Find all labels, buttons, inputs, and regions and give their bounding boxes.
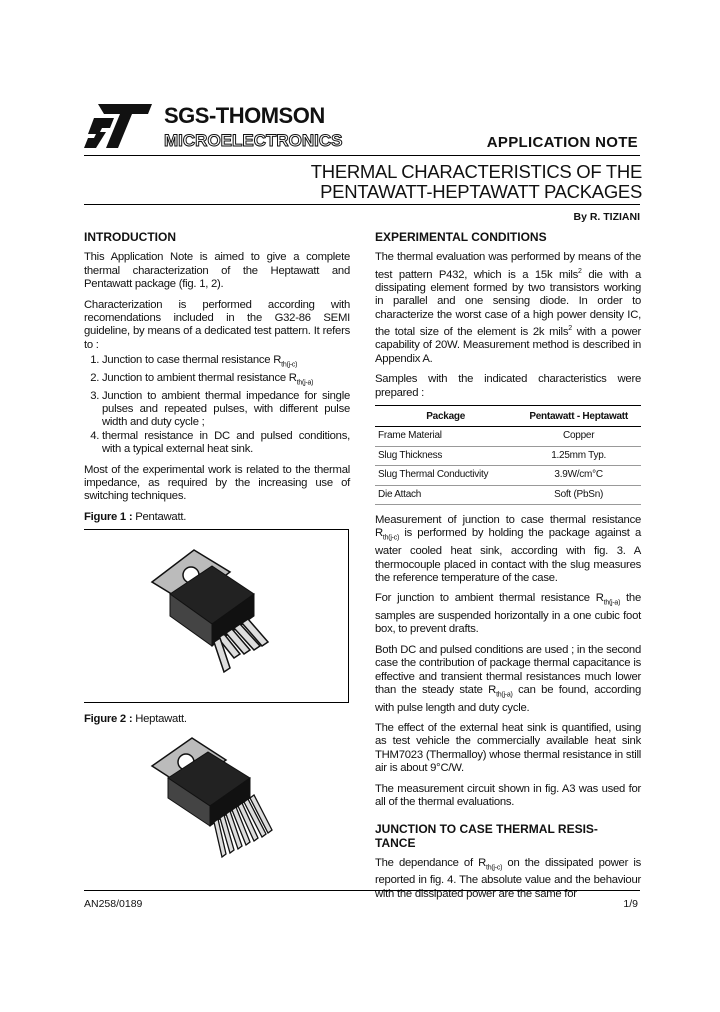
title-line-2: PENTAWATT-HEPTAWATT PACKAGES bbox=[320, 181, 642, 202]
table-cell: Die Attach bbox=[375, 485, 516, 504]
table-header: Pentawatt - Heptawatt bbox=[516, 406, 641, 427]
table-cell: 1.25mm Typ. bbox=[516, 446, 641, 465]
left-column bbox=[84, 231, 350, 914]
st-logo bbox=[84, 104, 152, 148]
experimental-paragraph-2: Samples with the indicated characteristics were prepared : bbox=[375, 373, 641, 399]
document-type: APPLICATION NOTE bbox=[486, 134, 638, 151]
document-code: AN258/0189 bbox=[84, 898, 143, 910]
right-column bbox=[375, 231, 641, 908]
intro-paragraph-1: This Application Note is aimed to give a complete thermal characterization of the Heptawatt and Pentawatt package (fig. 1, 2). bbox=[84, 251, 350, 291]
heptawatt-package-image bbox=[146, 734, 276, 874]
junction-case-heading: JUNCTION TO CASE THERMAL RESIS- TANCE bbox=[375, 821, 598, 850]
list-item: 1. Junction to case thermal resistance $R_{th(j-c)}$ bbox=[102, 354, 350, 372]
figure-1-caption: Figure 1 : Pentawatt. bbox=[84, 510, 187, 523]
table-header: Package bbox=[375, 406, 516, 427]
samples-table bbox=[375, 405, 641, 505]
table-header-row bbox=[375, 406, 641, 427]
table-cell: Soft (PbSn) bbox=[516, 485, 641, 504]
author: By R. TIZIANI bbox=[573, 211, 640, 223]
header-rule-top bbox=[84, 155, 640, 156]
figure-2-frame bbox=[84, 732, 348, 904]
table-row bbox=[375, 446, 641, 465]
footer-rule bbox=[84, 890, 640, 891]
brand-subtitle: MICROELECTRONICS bbox=[164, 131, 343, 150]
table-cell: 3.9W/cm°C bbox=[516, 466, 641, 485]
table-cell: Slug Thermal Conductivity bbox=[375, 466, 516, 485]
intro-paragraph-3: Most of the experimental work is related to the thermal impedance, as required by the increasing use of switching techniques. bbox=[84, 463, 350, 503]
experimental-paragraph-1: The thermal evaluation was performed by means of the test pattern P432, which is a 15k mils$^2$ die with a dissipating element formed by two transistors working in parallel and one sensing diode. In order to characterize the worst case of a high power density IC, the total size of the element is 2k mils$^2$ with a power capability of 20W. Measurement method is described in Appendix A. bbox=[375, 251, 641, 365]
measurement-circuit-paragraph: The measurement circuit shown in fig. A3 was used for all of the thermal evaluations. bbox=[375, 782, 641, 809]
experimental-heading: EXPERIMENTAL CONDITIONS bbox=[375, 230, 547, 244]
table-row bbox=[375, 485, 641, 504]
header-rule-bottom bbox=[84, 204, 640, 205]
table-row bbox=[375, 427, 641, 446]
title-line-1: THERMAL CHARACTERISTICS OF THE bbox=[310, 161, 642, 182]
list-item: 4. thermal resistance in DC and pulsed conditions, with a typical external heat sink. bbox=[102, 430, 350, 457]
characterization-list bbox=[84, 354, 350, 456]
pentawatt-package-image bbox=[144, 542, 274, 687]
list-item: 2. Junction to ambient thermal resistance $R_{th(j-a)}$ bbox=[102, 372, 350, 390]
figure-2-caption: Figure 2 : Heptawatt. bbox=[84, 713, 187, 726]
table-cell: Slug Thickness bbox=[375, 446, 516, 465]
heat-sink-paragraph: The effect of the external heat sink is quantified, using as test vehicle the commercially available heat sink THM7023 (Thermalloy) whose thermal resistance in still air is about 9°C/W. bbox=[375, 722, 641, 775]
junction-case-paragraph: Measurement of junction to case thermal resistance $R_{th(j-c)}$ is performed by holding the package against a water cooled heat sink, according with fig. 3. A thermocouple placed in contact with the slug measures the reference temperature of the case. bbox=[375, 514, 641, 584]
page-title bbox=[311, 162, 642, 202]
list-item: 3. Junction to ambient thermal impedance for single pulses and repeated pulses, with different pulse width and duty cycle ; bbox=[102, 390, 350, 430]
intro-paragraph-2: Characterization is performed according with recomendations included in the G32-86 SEMI guideline, by means of a dedicated test pattern. It refers to : bbox=[84, 298, 350, 351]
intro-heading: INTRODUCTION bbox=[84, 230, 176, 244]
table-row bbox=[375, 466, 641, 485]
brand-name: SGS-THOMSON bbox=[164, 103, 325, 128]
table-cell: Frame Material bbox=[375, 427, 516, 446]
junction-ambient-paragraph: For junction to ambient thermal resistance $R_{th(j-a)}$ the samples are suspended horizontally in a one cubic foot box, to prevent drafts. bbox=[375, 592, 641, 636]
dependance-paragraph: The dependance of $R_{th(j-c)}$ on the dissipated power is reported in fig. 4. The absolute value and the behaviour with the dissipated power are the same for bbox=[375, 856, 642, 900]
table-cell: Copper bbox=[516, 427, 641, 446]
dc-pulsed-paragraph: Both DC and pulsed conditions are used ; in the second case the contribution of package thermal capacitance is effective and transient thermal resistances much lower than the steady state $R_{th(j-a)}$ can be found, according with pulse length and duty cycle. bbox=[375, 643, 641, 714]
page-number: 1/9 bbox=[623, 898, 638, 910]
figure-1-frame bbox=[84, 529, 349, 703]
